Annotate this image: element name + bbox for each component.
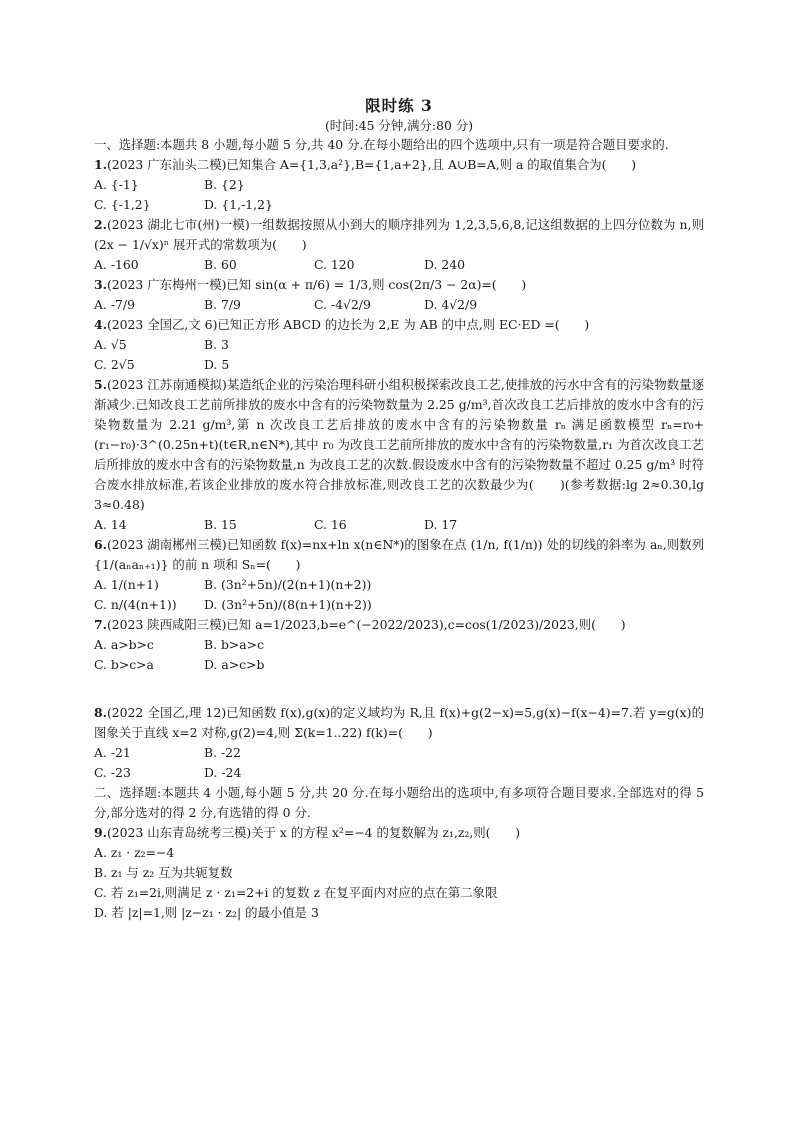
question-text <box>94 703 704 743</box>
option-b: B. 15 <box>204 517 237 532</box>
question-stem: (2023 湖北七市(州)一模)一组数据按照从小到大的顺序排列为 1,2,3,5,6,8,记这组数据的上四分位数为 n,则 (2x − 1/√x)ⁿ 展开式的常数项为( ) <box>94 217 704 252</box>
option-c: C. 16 <box>314 517 347 532</box>
page-title: 限时练 3 <box>365 96 433 115</box>
option-c: C. -23 <box>94 765 131 780</box>
question-number: 4. <box>94 317 107 332</box>
option-c: C. 120 <box>314 257 355 272</box>
option-a: A. -160 <box>94 257 139 272</box>
question-number: 5. <box>94 377 107 392</box>
option-list <box>94 743 704 783</box>
option-a: A. {-1} <box>94 177 139 192</box>
question-text <box>94 275 704 295</box>
option-list <box>94 255 704 275</box>
question-text <box>94 535 704 575</box>
option-a: A. 1/(n+1) <box>94 577 159 592</box>
option-c: C. n/(4(n+1)) <box>94 597 177 612</box>
option-a: A. z₁ · z₂=−4 <box>94 845 175 860</box>
question-text <box>94 615 704 635</box>
question-text <box>94 823 704 843</box>
exam-page <box>94 96 704 923</box>
question-text <box>94 155 704 175</box>
blank-space <box>94 675 704 703</box>
option-d: D. (3n²+5n)/(8(n+1)(n+2)) <box>204 597 372 612</box>
option-a: A. √5 <box>94 337 127 352</box>
question-number: 2. <box>94 217 107 232</box>
question-text <box>94 315 704 335</box>
option-d: D. 240 <box>424 257 466 272</box>
question-number: 8. <box>94 705 107 720</box>
option-list <box>94 295 704 315</box>
option-a: A. -21 <box>94 745 131 760</box>
option-list <box>94 843 704 923</box>
question-stem: (2023 湖南郴州三模)已知函数 f(x)=nx+ln x(n∈N*)的图象在点 (1/n, f(1/n)) 处的切线的斜率为 aₙ,则数列 {1/(aₙaₙ₊₁)} 的前 n 项和 Sₙ=( ) <box>94 537 705 572</box>
section-1-heading: 一、选择题:本题共 8 小题,每小题 5 分,共 40 分.在每小题给出的四个选项中,只有一项是符合题目要求的. <box>94 137 669 152</box>
question-3 <box>94 275 704 315</box>
question-6 <box>94 535 704 615</box>
option-c: C. b>c>a <box>94 657 154 672</box>
question-4 <box>94 315 704 375</box>
question-stem: (2023 广东汕头二模)已知集合 A={1,3,a²},B={1,a+2},且 A∪B=A,则 a 的取值集合为( ) <box>106 157 637 172</box>
option-list <box>94 335 704 375</box>
question-text <box>94 215 704 255</box>
option-c: C. 2√5 <box>94 357 135 372</box>
question-5 <box>94 375 704 535</box>
option-d: D. 若 |z|=1,则 |z−z₁ · z₂| 的最小值是 3 <box>94 905 319 920</box>
option-list <box>94 575 704 615</box>
question-7 <box>94 615 704 675</box>
option-b: B. -22 <box>204 745 241 760</box>
question-2 <box>94 215 704 275</box>
option-d: D. 5 <box>204 357 230 372</box>
option-list <box>94 515 704 535</box>
option-a: A. -7/9 <box>94 297 135 312</box>
question-9 <box>94 823 704 923</box>
question-text <box>94 375 704 515</box>
question-number: 7. <box>94 617 107 632</box>
question-stem: (2023 广东梅州一模)已知 sin(α + π/6) = 1/3,则 cos(2π/3 − 2α)=( ) <box>106 277 527 292</box>
option-c: C. 若 z₁=2i,则满足 z · z₁=2+i 的复数 z 在复平面内对应的点在第二象限 <box>94 885 498 900</box>
option-b: B. 3 <box>204 337 229 352</box>
option-a: A. a>b>c <box>94 637 154 652</box>
question-1 <box>94 155 704 215</box>
option-b: B. (3n²+5n)/(2(n+1)(n+2)) <box>204 577 372 592</box>
option-b: B. 60 <box>204 257 237 272</box>
option-d: D. -24 <box>204 765 242 780</box>
option-a: A. 14 <box>94 517 127 532</box>
option-d: D. {1,-1,2} <box>204 197 273 212</box>
option-list <box>94 635 704 675</box>
page-subtitle: (时间:45 分钟,满分:80 分) <box>324 118 474 133</box>
question-stem: (2023 陕西咸阳三模)已知 a=1/2023,b=e^(−2022/2023),c=cos(1/2023)/2023,则( ) <box>106 617 626 632</box>
option-c: C. {-1,2} <box>94 197 151 212</box>
question-number: 9. <box>94 825 107 840</box>
option-d: D. a>c>b <box>204 657 265 672</box>
section-2-heading: 二、选择题:本题共 4 小题,每小题 5 分,共 20 分.在每小题给出的选项中,有多项符合题目要求.全部选对的得 5 分,部分选对的得 2 分,有选错的得 0 分. <box>94 785 704 820</box>
option-b: B. 7/9 <box>204 297 241 312</box>
option-d: D. 4√2/9 <box>424 297 478 312</box>
option-b: B. b>a>c <box>204 637 265 652</box>
question-stem: (2023 全国乙,文 6)已知正方形 ABCD 的边长为 2,E 为 AB 的中点,则 EC·ED =( ) <box>106 317 590 332</box>
question-8 <box>94 703 704 783</box>
question-number: 3. <box>94 277 107 292</box>
question-number: 1. <box>94 157 107 172</box>
option-list <box>94 175 704 215</box>
option-d: D. 17 <box>424 517 458 532</box>
question-stem: (2022 全国乙,理 12)已知函数 f(x),g(x)的定义域均为 R,且 f(x)+g(2−x)=5,g(x)−f(x−4)=7.若 y=g(x)的图象关于直线 x=2 对称,g(2)=4,则 Σ(k=1..22) f(k)=( ) <box>94 705 704 740</box>
option-b: B. {2} <box>204 177 245 192</box>
question-number: 6. <box>94 537 107 552</box>
question-stem: (2023 山东青岛统考三模)关于 x 的方程 x²=−4 的复数解为 z₁,z₂,则( ) <box>106 825 521 840</box>
question-stem: (2023 江苏南通模拟)某造纸企业的污染治理科研小组积极探索改良工艺,使排放的污水中含有的污染物数量逐渐减少.已知改良工艺前所排放的废水中含有的污染物数量为 2.25 g/m³,首次改良工艺后排放的废水中含有的污染物数量为 2.21 g/m³,第 n 次改良工艺后排放的废水中含有的污染物数量 rₙ 满足函数模型 rₙ=r₀+(r₁−r₀)·3^(0.25n+t)(t∈R,n∈N*),其中 r₀ 为改良工艺前所排放的废水中含有的污染物数量,r₁ 为首次改良工艺后所排放的废水中含有的污染物数量,n 为改良工艺的次数.假设废水中含有的污染物数量不超过 0.25 g/m³ 时符合废水排放标准,若该企业排放的废水符合排放标准,则改良工艺的次数最少为( )(参考数据:lg 2≈0.30,lg 3≈0.48) <box>94 377 704 512</box>
option-b: B. z₁ 与 z₂ 互为共轭复数 <box>94 865 233 880</box>
option-c: C. -4√2/9 <box>314 297 371 312</box>
